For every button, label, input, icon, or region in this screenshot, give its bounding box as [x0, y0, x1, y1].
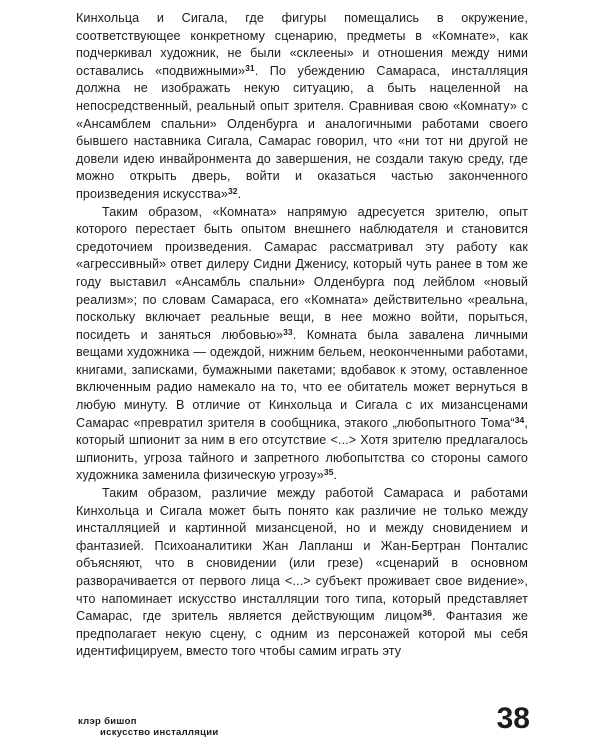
footnote-marker: 32 [227, 185, 238, 196]
paragraph [76, 485, 528, 661]
footnote-marker: 36 [422, 608, 433, 619]
page-number: 38 [496, 702, 530, 735]
running-footer-author: клэр бишоп [78, 716, 137, 727]
text-run: . По убеждению Самараса, инсталляция должна не изображать некую ситуацию, а быть нацеленной на непосредственный, реальный опыт зрителя. Сравнивая свою «Комнату» с «Ансамблем спальни» Олденбурга и аналогичными работами своего бывшего наставника Сигала, Самарас говорил, что «ни тот ни другой не довели идею инвайронмента до завершения, не создали такую среду, где можно открыть дверь, войти и оказаться частью законченного произведения искусства» [76, 63, 528, 201]
text-run: . Фантазия же предполагает некую сцену, с одним из персонажей которой мы себя идентифицируем, вместо того чтобы самим играть эту [76, 609, 528, 659]
footnote-marker: 35 [323, 467, 334, 478]
text-run: Кинхольца и Сигала, где фигуры помещались в окружение, соответствующее конкретному сценарию, предметы в «Комнате», как подчеркивал художник, не были «склеены» и отношения между ними оставались «подвижными» [76, 11, 528, 78]
paragraph [76, 10, 528, 204]
text-run: Таким образом, различие между работой Самараса и работами Кинхольца и Сигала может быть понято как различие не только между инсталляцией и картинной мизансценой, но и между сновидением и фантазией. Психоаналитики Жан Лапланш и Жан-Бертран Понталис объясняют, что в сновидении (или грезе) «сценарий в основном разворачивается от первого лица <...> субъект проживает свое видение», что напоминает искусство инсталляции того типа, который представляет Самарас, где зритель является действующим лицом [76, 486, 528, 624]
footnote-marker: 31 [245, 62, 255, 73]
paragraph [76, 204, 528, 486]
body-text [76, 10, 528, 661]
text-run: . Комната была завалена личными вещами художника — одеждой, нижним бельем, неоконченными работами, книгами, записками, бумажными пакетами; вдобавок к этому, оставленное включенным радио намекало на то, что ее обитатель может вернуться в любую минуту. В отличие от Кинхольца и Сигала с их мизансценами Самарас «превратил зрителя в сообщника, этакого „любопытного Тома“ [76, 327, 528, 430]
text-run: . [333, 468, 338, 483]
text-run: . [237, 186, 242, 201]
running-footer-book-title: искусство инсталляции [100, 727, 219, 738]
text-run: Таким образом, «Комната» напрямую адресуется зрителю, опыт которого перестает быть опытом внешнего наблюдателя и становится средоточием произведения. Самарас рассматривал эту работу как «агрессивный» ответ дилеру Сидни Дженису, который чуть ранее в том же году выставил «Ансамбль спальни» Олденбурга под лейблом «новый реализм»; по словам Самараса, его «Комната» действительно «реальна, поскольку включает реальные вещи, в нее можно войти, порыться, посидеть и заняться любовью» [76, 204, 528, 342]
text-run: , который шпионит за ним в его отсутствие <...> Хотя зрителю предлагалось шпионить, угроза тайного и запретного любопытства со стороны самого художника заменила физическую угрозу» [76, 415, 528, 483]
footnote-marker: 34 [514, 414, 525, 425]
footnote-marker: 33 [283, 326, 293, 337]
